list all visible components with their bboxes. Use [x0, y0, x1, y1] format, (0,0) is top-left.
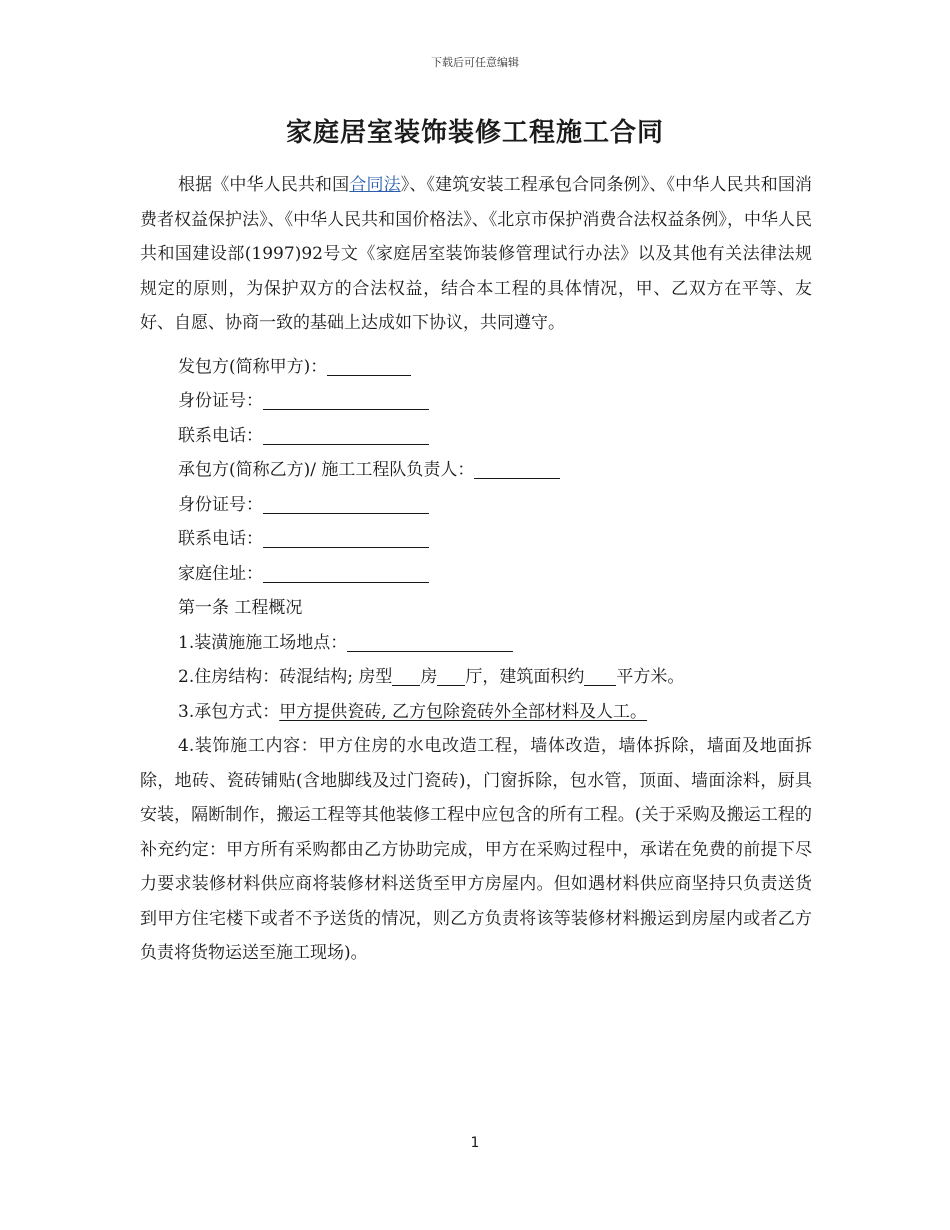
- structure-text-d: 平方米。: [616, 667, 685, 687]
- phone-a-label: 联系电话：: [178, 425, 263, 446]
- room-count-blank[interactable]: [392, 665, 420, 686]
- intro-paragraph: [140, 168, 812, 341]
- intro-text-start: 根据《中华人民共和国: [178, 175, 350, 195]
- party-b-blank[interactable]: [474, 458, 560, 479]
- id-a-blank[interactable]: [263, 389, 429, 410]
- site-location-label: 1.装潢施施工场地点：: [178, 632, 348, 653]
- structure-text-c: 厅，建筑面积约: [465, 667, 585, 687]
- article1-item4: 4.装饰施工内容：甲方住房的水电改造工程，墙体改造，墙体拆除，墙面及地面拆除，地砖、瓷砖铺贴(含地脚线及过门瓷砖)，门窗拆除，包水管，顶面、墙面涂料，厨具安装，隔断制作，搬运工程等其他装修工程中应包含的所有工程。(关于采购及搬运工程的补充约定：甲方所有采购都由乙方协助完成，甲方在采购过程中，承诺在免费的前提下尽力要求装修材料供应商将装修材料送货至甲方房屋内。但如遇材料供应商坚持只负责送货到甲方住宅楼下或者不予送货的情况，则乙方负责将该等装修材料搬运到房屋内或者乙方负责将货物运送至施工现场)。: [140, 736, 812, 963]
- id-b-label: 身份证号：: [178, 494, 263, 515]
- phone-b-field: [140, 522, 812, 557]
- party-b-field: [140, 453, 812, 488]
- area-blank[interactable]: [584, 665, 616, 686]
- id-b-blank[interactable]: [263, 493, 429, 514]
- address-label: 家庭住址：: [178, 563, 263, 584]
- article1-item1: [140, 626, 812, 661]
- party-a-blank[interactable]: [327, 355, 411, 376]
- phone-b-label: 联系电话：: [178, 529, 263, 549]
- structure-text-a: 2.住房结构：砖混结构; 房型: [178, 667, 393, 687]
- hall-count-blank[interactable]: [437, 665, 465, 686]
- page-number: 1: [470, 1135, 480, 1151]
- party-fields: [140, 350, 812, 971]
- phone-a-field: [140, 419, 812, 454]
- contract-law-link[interactable]: 合同法: [349, 175, 401, 195]
- phone-a-blank[interactable]: [263, 424, 429, 445]
- intro-text-rest: 》、《建筑安装工程承包合同条例》、《中华人民共和国消费者权益保护法》、《中华人民共和国价格法》、《北京市保护消费合法权益条例》，中华人民共和国建设部(1997)92号文《家庭居室装饰装修管理试行办法》以及其他有关法律法规规定的原则，为保护双方的合法权益，结合本工程的具体情况，甲、乙双方在平等、友好、自愿、协商一致的基础上达成如下协议，共同遵守。: [140, 175, 813, 333]
- document-body: [140, 168, 812, 971]
- party-b-label: 承包方(简称乙方)/ 施工工程队负责人：: [178, 460, 475, 480]
- phone-b-blank[interactable]: [263, 527, 429, 548]
- article1-heading: 第一条 工程概况: [178, 598, 303, 618]
- party-a-label: 发包方(简称甲方)：: [178, 356, 328, 377]
- article1-item2: [140, 660, 812, 695]
- site-location-blank[interactable]: [347, 631, 513, 652]
- document-title: 家庭居室装饰装修工程施工合同: [285, 118, 664, 148]
- structure-text-b: 房: [420, 667, 438, 687]
- page-header-note: 下载后可任意编辑: [431, 56, 519, 69]
- party-a-field: [140, 350, 812, 385]
- contract-mode-label: 3.承包方式：: [178, 701, 280, 722]
- address-blank[interactable]: [263, 562, 429, 583]
- id-a-field: [140, 384, 812, 419]
- contract-mode-value: 甲方提供瓷砖, 乙方包除瓷砖外全部材料及人工。: [279, 701, 648, 722]
- id-a-label: 身份证号：: [178, 391, 263, 411]
- id-b-field: [140, 488, 812, 523]
- address-field: [140, 557, 812, 592]
- article1-item3: [140, 695, 812, 730]
